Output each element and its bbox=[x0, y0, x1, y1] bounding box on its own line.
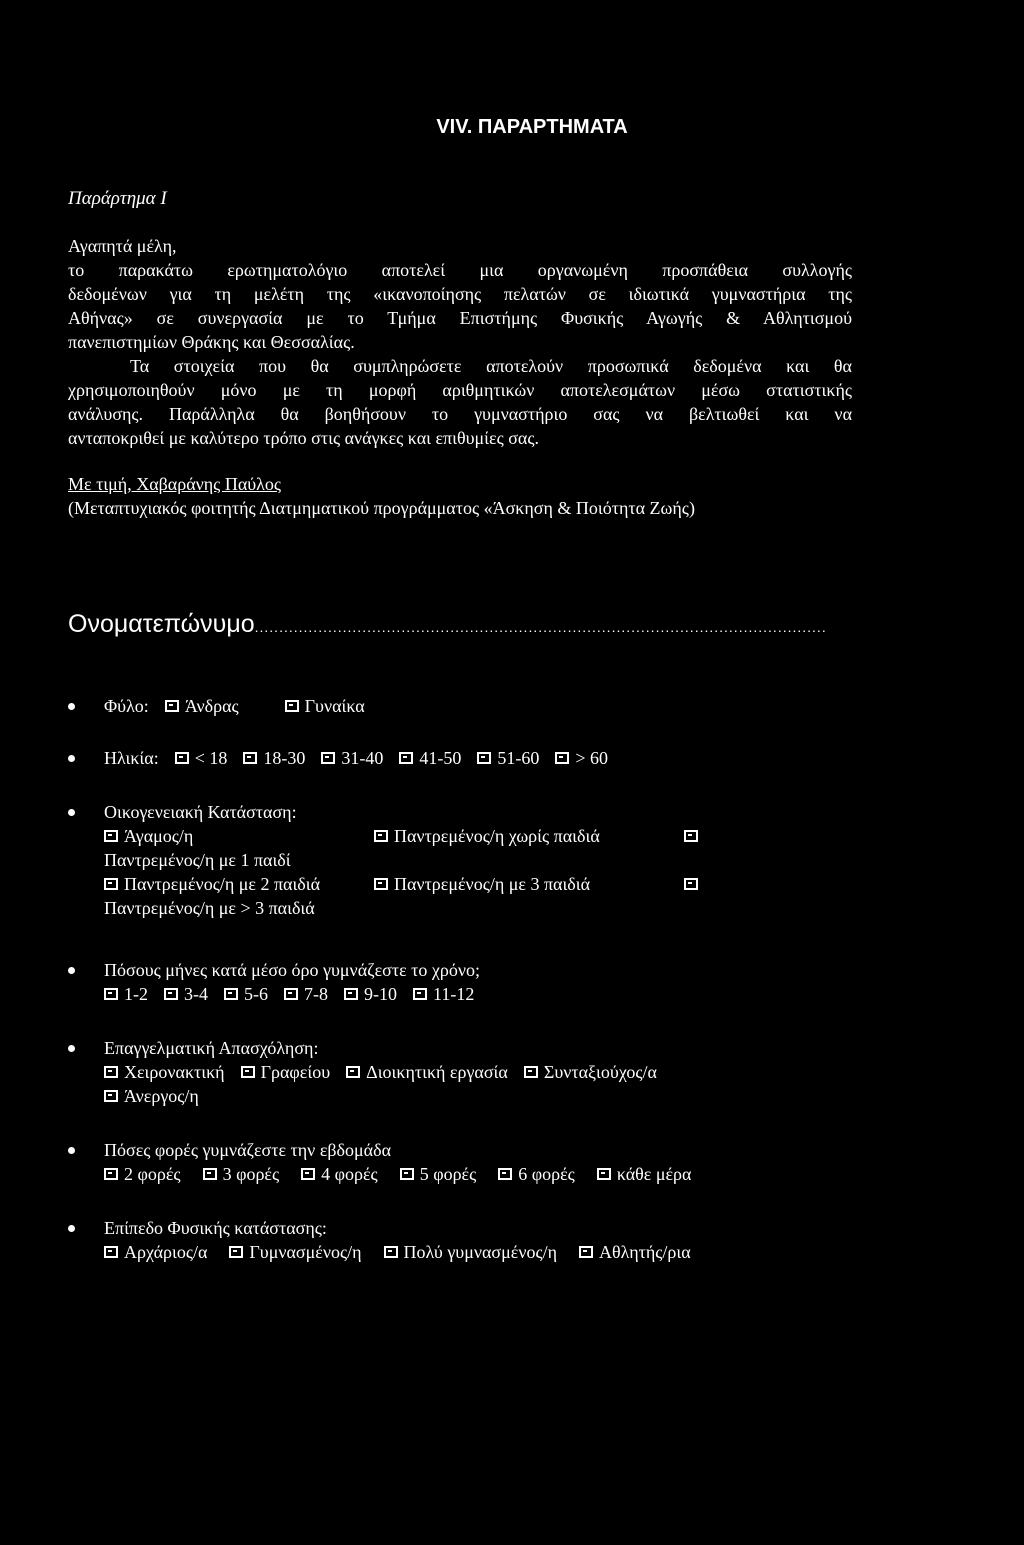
option-months[interactable]: 3-4 bbox=[164, 982, 208, 1006]
question-label: Επαγγελματική Απασχόληση: bbox=[104, 1038, 319, 1058]
bullet-icon bbox=[68, 967, 75, 974]
option-marital[interactable]: Άγαμος/η bbox=[104, 824, 374, 848]
appendix-title: Παράρτημα Ι bbox=[68, 188, 167, 209]
checkbox-icon[interactable] bbox=[524, 1066, 538, 1078]
option-age[interactable]: 51-60 bbox=[477, 746, 539, 770]
name-field[interactable] bbox=[68, 610, 828, 639]
cover-letter bbox=[68, 234, 852, 520]
checkbox-icon[interactable] bbox=[104, 1168, 118, 1180]
question-label: Πόσες φορές γυμνάζεστε την εβδομάδα bbox=[104, 1140, 392, 1160]
greeting: Αγαπητά μέλη, bbox=[68, 236, 177, 256]
option-age[interactable]: 18-30 bbox=[243, 746, 305, 770]
option-months[interactable]: 7-8 bbox=[284, 982, 328, 1006]
checkbox-icon[interactable] bbox=[400, 1168, 414, 1180]
bullet-icon bbox=[68, 1045, 75, 1052]
letter-line: δεδομένων για τη μελέτη της «ικανοποίησης πελατών σε ιδιωτικά γυμναστήρια της bbox=[68, 284, 852, 304]
checkbox-icon[interactable] bbox=[477, 752, 491, 764]
bullet-icon bbox=[68, 809, 75, 816]
checkbox-icon[interactable] bbox=[346, 1066, 360, 1078]
option-months[interactable]: 1-2 bbox=[104, 982, 148, 1006]
question-frequency bbox=[68, 1138, 848, 1186]
question-months bbox=[68, 958, 848, 1006]
checkbox-icon[interactable] bbox=[555, 752, 569, 764]
checkbox-icon[interactable] bbox=[165, 700, 179, 712]
bullet-icon bbox=[68, 703, 75, 710]
signature: Με τιμή, Χαβαράνης Παύλος bbox=[68, 474, 282, 494]
option-age[interactable]: < 18 bbox=[175, 746, 228, 770]
checkbox-icon[interactable] bbox=[384, 1246, 398, 1258]
question-label: Επίπεδο Φυσικής κατάστασης: bbox=[104, 1218, 327, 1238]
letter-line: ανάλυσης. Παράλληλα θα βοηθήσουν το γυμναστήριο σας να βελτιωθεί και να bbox=[68, 404, 852, 424]
question-label: Φύλο: bbox=[104, 696, 149, 716]
option-age[interactable]: > 60 bbox=[555, 746, 608, 770]
option-frequency[interactable]: 6 φορές bbox=[498, 1162, 575, 1186]
option-employment[interactable]: Χειρονακτική bbox=[104, 1060, 225, 1084]
letter-line: Αθήνας» σε συνεργασία με το Τμήμα Επιστήμης Φυσικής Αγωγής & Αθλητισμού bbox=[68, 308, 852, 328]
checkbox-icon[interactable] bbox=[684, 878, 698, 890]
checkbox-icon[interactable] bbox=[164, 988, 178, 1000]
name-field-label: Ονοματεπώνυμο bbox=[68, 610, 255, 638]
option-frequency[interactable]: κάθε μέρα bbox=[597, 1162, 692, 1186]
checkbox-icon[interactable] bbox=[175, 752, 189, 764]
option-age[interactable]: 31-40 bbox=[321, 746, 383, 770]
bullet-icon bbox=[68, 1225, 75, 1232]
letter-line: το παρακάτω ερωτηματολόγιο αποτελεί μια οργανωμένη προσπάθεια συλλογής bbox=[68, 260, 852, 280]
question-marital bbox=[68, 800, 848, 920]
name-field-dots: ..................................................................................................................... bbox=[254, 619, 827, 635]
checkbox-icon[interactable] bbox=[104, 830, 118, 842]
checkbox-icon[interactable] bbox=[344, 988, 358, 1000]
bullet-icon bbox=[68, 755, 75, 762]
checkbox-icon[interactable] bbox=[374, 830, 388, 842]
bullet-icon bbox=[68, 1147, 75, 1154]
checkbox-icon[interactable] bbox=[413, 988, 427, 1000]
checkbox-icon[interactable] bbox=[104, 878, 118, 890]
checkbox-icon[interactable] bbox=[203, 1168, 217, 1180]
checkbox-icon[interactable] bbox=[104, 1090, 118, 1102]
checkbox-icon[interactable] bbox=[241, 1066, 255, 1078]
checkbox-icon[interactable] bbox=[321, 752, 335, 764]
option-fitness[interactable]: Πολύ γυμνασμένος/η bbox=[384, 1240, 558, 1264]
option-months[interactable]: 5-6 bbox=[224, 982, 268, 1006]
affiliation: (Μεταπτυχιακός φοιτητής Διατμηματικού προγράμματος «Άσκηση & Ποιότητα Ζωής) bbox=[68, 498, 695, 518]
option-fitness[interactable]: Γυμνασμένος/η bbox=[229, 1240, 361, 1264]
checkbox-icon[interactable] bbox=[243, 752, 257, 764]
question-label: Πόσους μήνες κατά μέσο όρο γυμνάζεστε το χρόνο; bbox=[104, 960, 480, 980]
checkbox-icon[interactable] bbox=[597, 1168, 611, 1180]
question-gender bbox=[68, 694, 848, 718]
option-female[interactable]: Γυναίκα bbox=[285, 694, 365, 718]
checkbox-icon[interactable] bbox=[301, 1168, 315, 1180]
option-marital[interactable]: Παντρεμένος/η χωρίς παιδιά bbox=[374, 824, 684, 848]
checkbox-icon[interactable] bbox=[374, 878, 388, 890]
checkbox-icon[interactable] bbox=[104, 988, 118, 1000]
option-marital[interactable]: Παντρεμένος/η με 3 παιδιά bbox=[374, 872, 684, 896]
checkbox-icon[interactable] bbox=[498, 1168, 512, 1180]
option-marital-label: Παντρεμένος/η με > 3 παιδιά bbox=[104, 898, 315, 918]
letter-line: ανταποκριθεί με καλύτερο τρόπο στις ανάγκες και επιθυμίες σας. bbox=[68, 428, 539, 448]
option-frequency[interactable]: 2 φορές bbox=[104, 1162, 181, 1186]
option-frequency[interactable]: 4 φορές bbox=[301, 1162, 378, 1186]
checkbox-icon[interactable] bbox=[579, 1246, 593, 1258]
option-frequency[interactable]: 3 φορές bbox=[203, 1162, 280, 1186]
option-months[interactable]: 11-12 bbox=[413, 982, 474, 1006]
option-marital[interactable]: Παντρεμένος/η με 2 παιδιά bbox=[104, 872, 374, 896]
question-label: Ηλικία: bbox=[104, 748, 159, 768]
letter-line: χρησιμοποιηθούν μόνο με τη μορφή αριθμητικών αποτελεσμάτων μέσω στατιστικής bbox=[68, 380, 852, 400]
checkbox-icon[interactable] bbox=[104, 1246, 118, 1258]
option-frequency[interactable]: 5 φορές bbox=[400, 1162, 477, 1186]
option-employment[interactable]: Άνεργος/η bbox=[104, 1084, 199, 1108]
option-fitness[interactable]: Αρχάριος/α bbox=[104, 1240, 207, 1264]
option-employment[interactable]: Διοικητική εργασία bbox=[346, 1060, 508, 1084]
checkbox-icon[interactable] bbox=[104, 1066, 118, 1078]
question-age bbox=[68, 746, 848, 770]
checkbox-icon[interactable] bbox=[229, 1246, 243, 1258]
question-fitness bbox=[68, 1216, 848, 1264]
option-fitness[interactable]: Αθλητής/ρια bbox=[579, 1240, 691, 1264]
letter-line: Τα στοιχεία που θα συμπληρώσετε αποτελούν προσωπικά δεδομένα και θα bbox=[130, 356, 852, 376]
question-label: Οικογενειακή Κατάσταση: bbox=[104, 802, 297, 822]
option-employment[interactable]: Γραφείου bbox=[241, 1060, 331, 1084]
option-male[interactable]: Άνδρας bbox=[165, 694, 239, 718]
option-months[interactable]: 9-10 bbox=[344, 982, 397, 1006]
question-employment bbox=[68, 1036, 848, 1108]
checkbox-icon[interactable] bbox=[285, 700, 299, 712]
page-heading: VIV. ΠΑΡΑΡΤΗΜΑΤΑ bbox=[436, 116, 628, 138]
option-age[interactable]: 41-50 bbox=[399, 746, 461, 770]
checkbox-icon[interactable] bbox=[284, 988, 298, 1000]
checkbox-icon[interactable] bbox=[224, 988, 238, 1000]
checkbox-icon[interactable] bbox=[684, 830, 698, 842]
option-marital-label: Παντρεμένος/η με 1 παιδί bbox=[104, 850, 291, 870]
option-employment[interactable]: Συνταξιούχος/α bbox=[524, 1060, 657, 1084]
letter-line: πανεπιστημίων Θράκης και Θεσσαλίας. bbox=[68, 332, 355, 352]
checkbox-icon[interactable] bbox=[399, 752, 413, 764]
